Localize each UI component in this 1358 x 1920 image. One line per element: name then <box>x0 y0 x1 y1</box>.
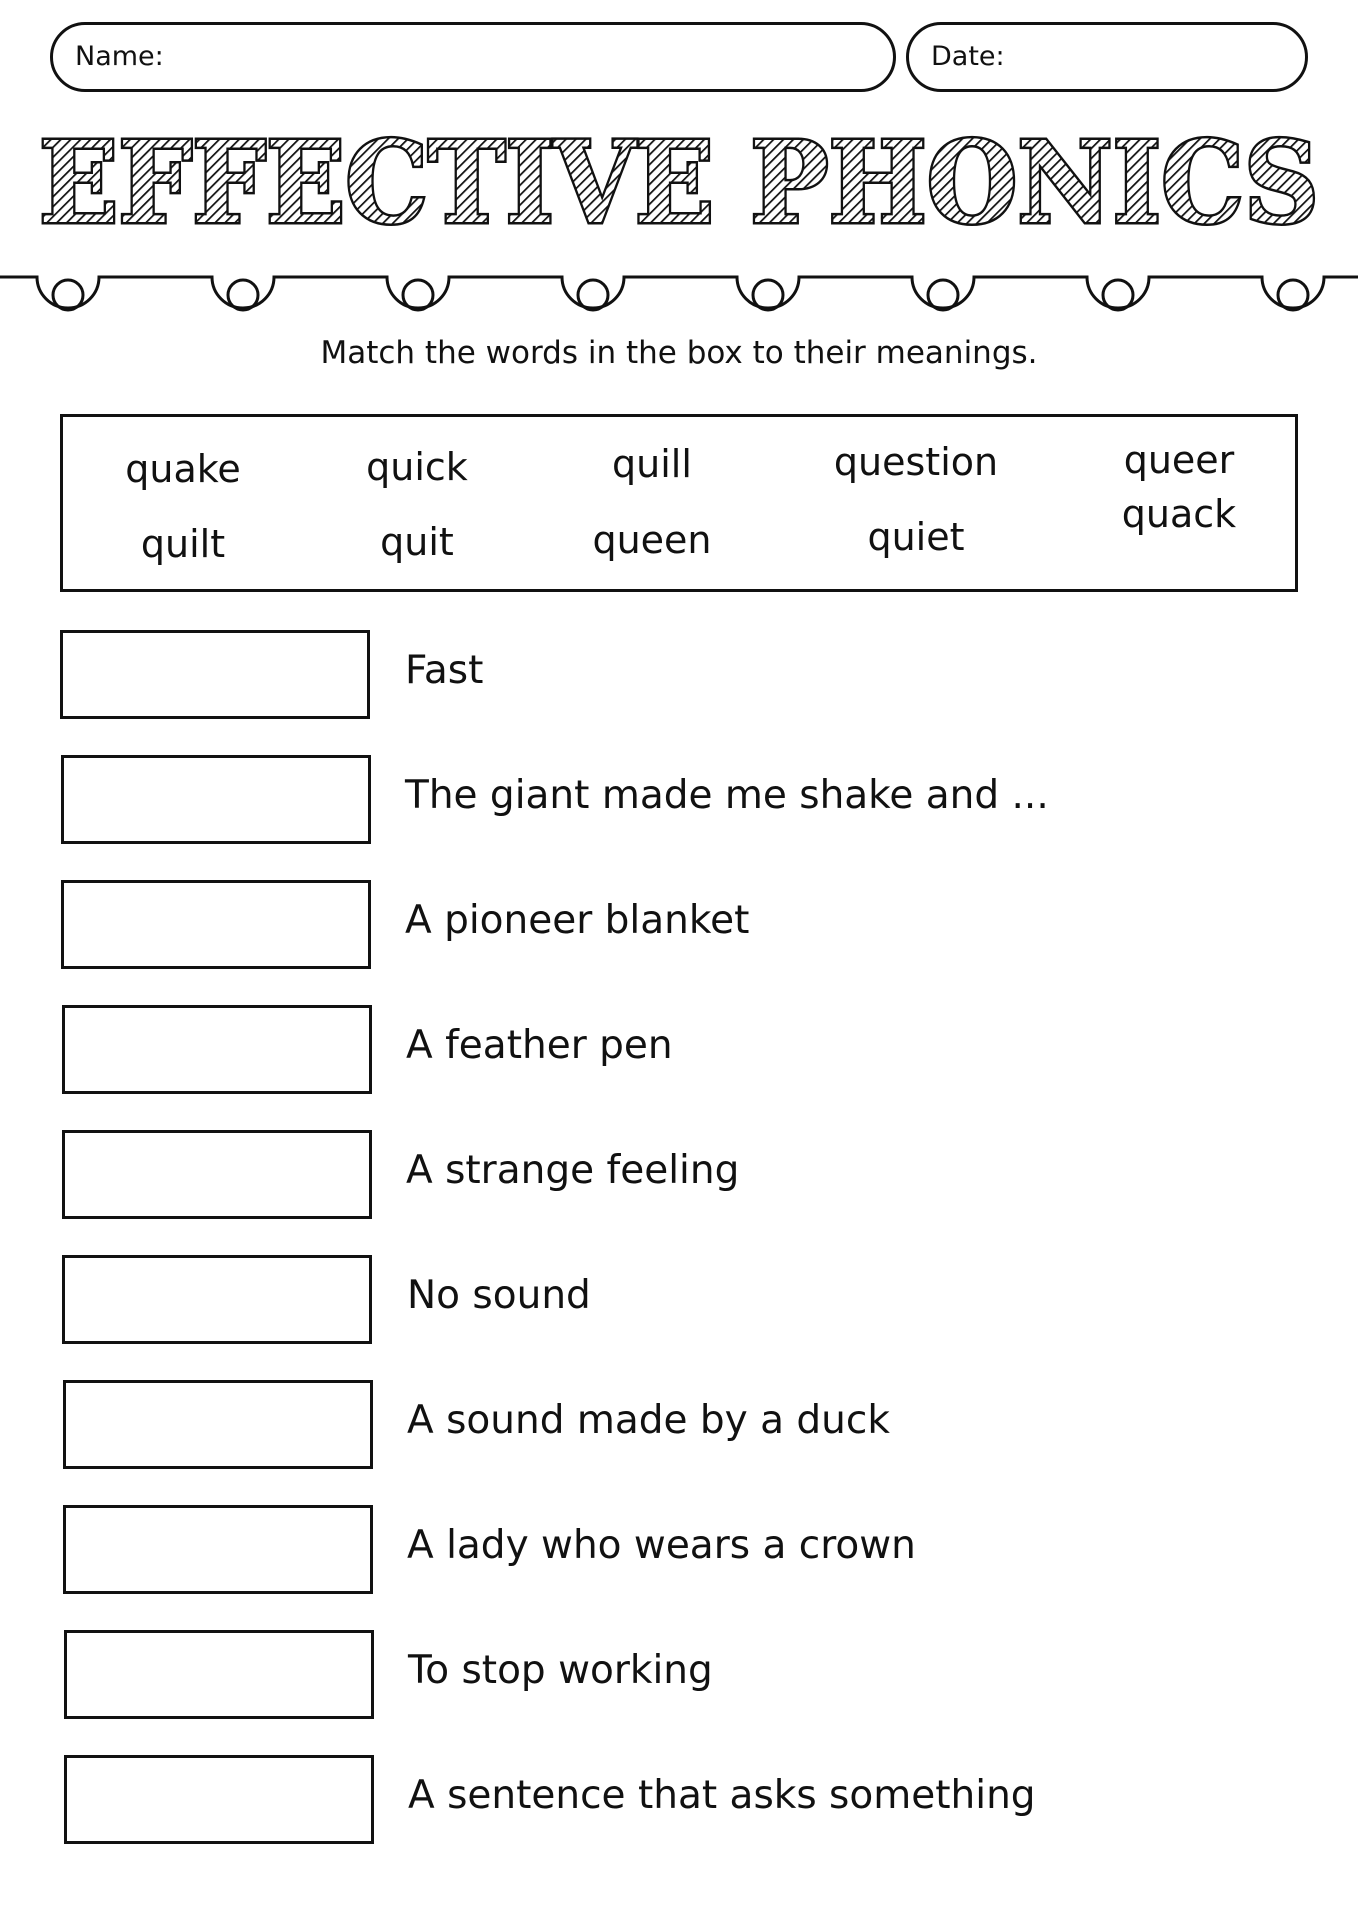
answer-box-7[interactable] <box>63 1380 373 1469</box>
answer-box-8[interactable] <box>63 1505 373 1594</box>
banner-ring <box>753 280 783 310</box>
worksheet-title <box>0 110 1358 250</box>
decorative-banner <box>0 265 1358 335</box>
date-label: Date: <box>931 41 1005 72</box>
word-bank-item: queen <box>592 518 712 562</box>
date-field[interactable] <box>906 22 1308 92</box>
meaning-3: A pioneer blanket <box>405 898 750 943</box>
answer-box-3[interactable] <box>61 880 371 969</box>
answer-box-1[interactable] <box>60 630 370 719</box>
banner-ring <box>928 280 958 310</box>
meaning-5: A strange feeling <box>406 1148 740 1193</box>
banner-ring <box>403 280 433 310</box>
word-bank <box>60 414 1298 592</box>
answer-box-4[interactable] <box>62 1005 372 1094</box>
title-text: EFFECTIVE PHONICS <box>39 118 1319 249</box>
answer-box-6[interactable] <box>62 1255 372 1344</box>
word-bank-item: quake <box>125 447 241 491</box>
word-bank-item: quilt <box>140 522 226 566</box>
meaning-6: No sound <box>407 1273 591 1318</box>
banner-ring <box>1103 280 1133 310</box>
word-bank-item: quack <box>1121 492 1237 536</box>
meaning-8: A lady who wears a crown <box>407 1523 916 1568</box>
banner-ring <box>1278 280 1308 310</box>
banner-line <box>0 277 1358 308</box>
answer-box-5[interactable] <box>62 1130 372 1219</box>
word-bank-item: quiet <box>867 515 965 559</box>
name-field[interactable] <box>50 22 896 92</box>
word-bank-item: quick <box>366 445 468 489</box>
banner-ring <box>53 280 83 310</box>
word-bank-item: queer <box>1123 438 1235 482</box>
word-bank-item: quit <box>380 520 454 564</box>
word-bank-item: question <box>833 440 999 484</box>
meaning-10: A sentence that asks something <box>408 1773 1036 1818</box>
meaning-7: A sound made by a duck <box>407 1398 890 1443</box>
banner-ring <box>228 280 258 310</box>
instructions: Match the words in the box to their meanings. <box>320 335 1038 371</box>
banner-ring <box>578 280 608 310</box>
meaning-9: To stop working <box>408 1648 713 1693</box>
name-label: Name: <box>75 41 164 72</box>
answer-box-2[interactable] <box>61 755 371 844</box>
meaning-1: Fast <box>405 648 484 693</box>
meaning-4: A feather pen <box>406 1023 673 1068</box>
meaning-2: The giant made me shake and ... <box>405 773 1049 818</box>
word-bank-item: quill <box>612 442 692 486</box>
answer-box-9[interactable] <box>64 1630 374 1719</box>
answer-box-10[interactable] <box>64 1755 374 1844</box>
